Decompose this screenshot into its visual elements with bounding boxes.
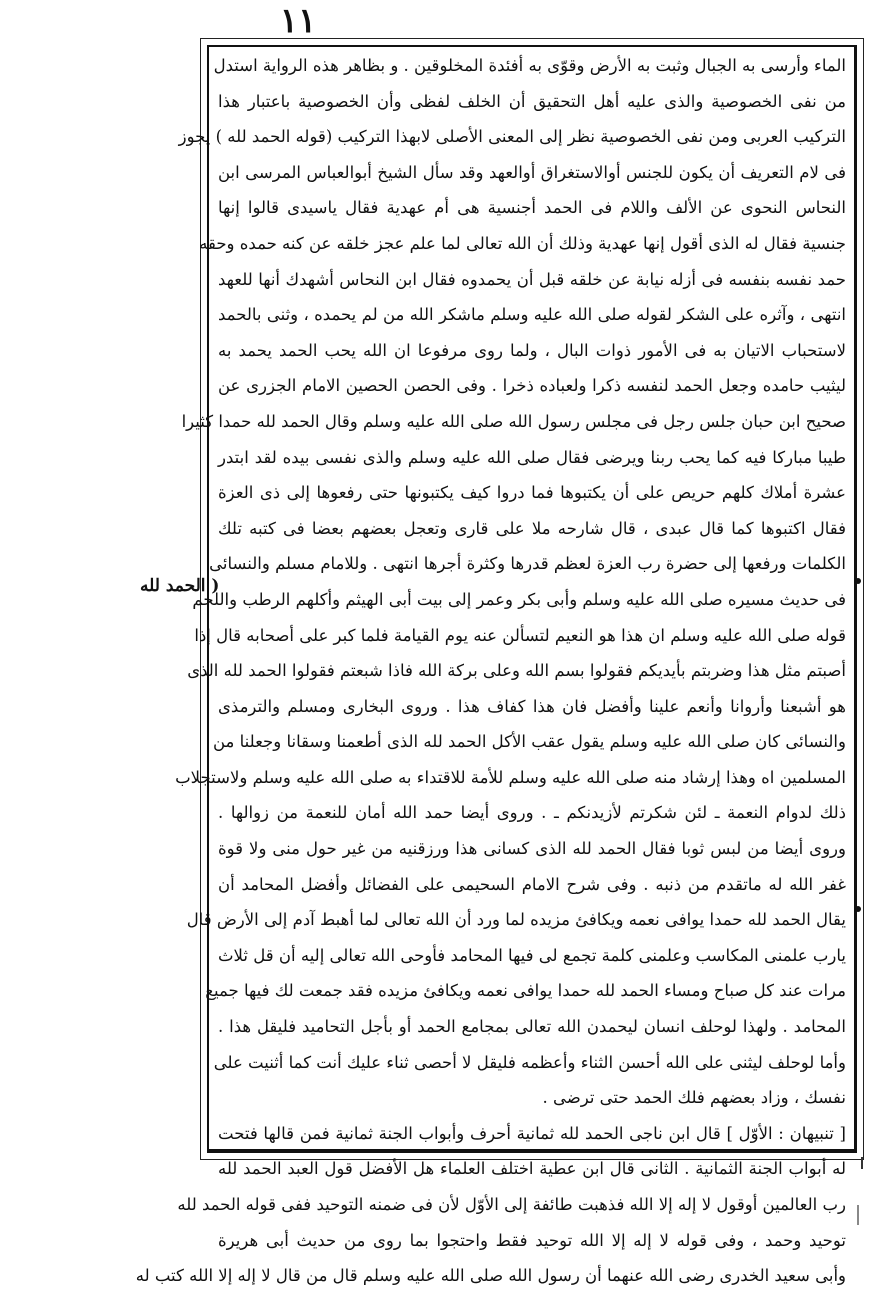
- text-line: ذلك لدوام النعمة ـ لئن شكرتم لأزيدنكم ـ . وروى أيضا حمد الله أمان للنعمة من زوالها .: [218, 803, 846, 823]
- text-line: التركيب العربى ومن نفى الخصوصية نظر إلى المعنى الأصلى لابهذا التركيب (قوله الحمد لله ) يجوز: [178, 127, 846, 147]
- text-line: ليثيب حامده وجعل الحمد لنفسه ذكرا ولعباده ذخرا . وفى الحصن الحصين الامام الجزرى عن: [218, 376, 846, 396]
- text-line: والنسائى كان صلى الله عليه وسلم يقول عقب الأكل الحمد لله الذى أطعمنا وسقانا وجعلنا من: [212, 732, 846, 752]
- text-line: نفسك ، وزاد بعضهم فلك الحمد حتى ترضى .: [542, 1088, 846, 1108]
- text-line: رب العالمين أوقول لا إله إلا الله فذهبت طائفة إلى الأوّل لأن فى ضمنه التوحيد ففى قوله الحمد لله: [177, 1195, 846, 1214]
- text-line: حمد نفسه بنفسه فى أزله نيابة عن خلقه قبل أن يحمدوه فقال ابن النحاس أشهدك أنها للعهد: [218, 269, 846, 289]
- text-line: فى حديث مسيره صلى الله عليه وسلم وأبى بكر وعمر إلى بيت أبى الهيثم وأكلهم الرطب واللحم: [192, 589, 846, 609]
- text-line: وروى أيضا من لبس ثوبا فقال الحمد لله الذى كسانى هذا ورزقنيه من غير حول منى ولا قوة: [218, 839, 846, 859]
- margin-tick: [861, 1157, 863, 1169]
- margin-note: ( الحمد لله: [140, 576, 220, 596]
- text-line: هو أشبعنا وأروانا وأنعم علينا وأفضل فان هذا كفاف هذا . وروى البخارى ومسلم والترمذى: [218, 696, 846, 716]
- text-line: فقال اكتبوها كما قال عبدى ، قال شارحه ملا على قارى وتعجل بعضهم بعضا فى كتبه تلك: [218, 518, 846, 538]
- text-line: وأما لوحلف ليثنى على الله أحسن الثناء وأعظمه فليقل لا أحصى ثناء عليك أنت كما أثنيت على: [213, 1052, 846, 1072]
- text-line: غفر الله له ماتقدم من ذنبه . وفى شرح الامام السحيمى على الفضائل وأفضل المحامد أن: [218, 874, 846, 894]
- text-line: له أبواب الجنة الثمانية . الثانى قال ابن عطية اختلف العلماء هل الأفضل قول العبد الحمد لله: [218, 1159, 846, 1179]
- text-line: طيبا مباركا فيه كما يحب ربنا ويرضى فقال صلى الله عليه وسلم والذى نفسى بيده لقد ابتدر: [218, 447, 846, 467]
- text-line: يقال الحمد لله حمدا يوافى نعمه ويكافئ مزيده لما ورد أن الله تعالى لما أهبط آدم إلى الأرض قال: [186, 910, 846, 930]
- text-line: جنسية فقال له الذى أقول إنها عهدية وذلك أن الله تعالى لما علم عجز خلقه عن كنه حمده وحقه: [199, 233, 846, 253]
- text-line: المحامد . ولهذا لوحلف انسان ليحمدن الله تعالى بمجامع الحمد أو بأجل التحاميد فليقل هذا .: [218, 1017, 846, 1037]
- margin-dot: [855, 578, 861, 584]
- text-line: [ تنبيهان : الأوّل ] قال ابن ناجى الحمد لله ثمانية أحرف وأبواب الجنة ثمانية فمن قالها فتحت: [218, 1123, 846, 1143]
- text-line: وأبى سعيد الخدرى رضى الله عنهما أن رسول الله صلى الله عليه وسلم قال من قال لا إله إلا الله كتب له: [135, 1266, 846, 1286]
- text-line: انتهى ، وآثره على الشكر لقوله صلى الله عليه وسلم ماشكر الله من لم يحمده ، وثنى بالحمد: [218, 305, 846, 325]
- text-line: أصبتم مثل هذا وضربتم بأيديكم فقولوا بسم الله وعلى بركة الله فاذا شبعتم فقولوا الحمد لله الذى: [187, 661, 846, 681]
- text-line: من نفى الخصوصية والذى عليه أهل التحقيق أن الخلف لفظى وأن الخصوصية باعتبار هذا: [218, 91, 846, 111]
- text-line: يارب علمنى المكاسب وعلمنى كلمة تجمع لى فيها المحامد فأوحى الله تعالى إليه أن قل ثلاث: [218, 945, 846, 965]
- text-line: مرات عند كل صباح ومساء الحمد لله حمدا يوافى نعمه ويكافئ مزيده فقد جمعت لك فيها جميع: [205, 981, 846, 1001]
- text-line: توحيد وحمد ، وفى قوله لا إله إلا الله توحيد فقط واحتجوا بما روى من حديث أبى هريرة: [218, 1230, 846, 1250]
- text-line: صحيح ابن حبان جلس رجل فى مجلس رسول الله صلى الله عليه وسلم وقال الحمد لله حمدا كثيرا: [181, 411, 846, 431]
- text-line: المسلمين اه وهذا إرشاد منه صلى الله عليه وسلم للأمة للاقتداء به صلى الله عليه وسلم ولاستجلاب: [175, 767, 846, 787]
- text-line: فى لام التعريف أن يكون للجنس أوالاستغراق أوالعهد وقد سأل الشيخ أبوالعباس المرسى ابن: [218, 162, 846, 182]
- main-text: [135, 48, 846, 1286]
- text-line: الماء وأرسى به الجبال وثبت به الأرض وقوّى به أفئدة المخلوقين . و بظاهر هذه الرواية استدل: [213, 56, 846, 75]
- text-line: النحاس النحوى عن الألف واللام فى الحمد أجنسية هى أم عهدية فقال ياسيدى قالوا إنها: [218, 198, 846, 218]
- margin-tick: [857, 1205, 859, 1225]
- page-number: ١١: [279, 1, 317, 41]
- text-line: قوله صلى الله عليه وسلم ان هذا هو النعيم لتسألن عنه يوم القيامة فلما كبر على أصحابه قال إذا: [194, 625, 846, 645]
- text-line: لاستحباب الاتيان به فى الأمور ذوات البال ، ولما روى مرفوعا ان الله يحب الحمد يحمد به: [218, 340, 846, 360]
- margin-dot: [855, 906, 861, 912]
- text-line: عشرة أملاك كلهم حريص على أن يكتبوها فما دروا كيف يكتبونها حتى رفعوها إلى ذى العزة: [218, 483, 846, 503]
- text-line: الكلمات ورفعها إلى حضرة رب العزة لعظم قدرها وكثرة أجرها انتهى . وللامام مسلم والنسائى: [209, 554, 846, 574]
